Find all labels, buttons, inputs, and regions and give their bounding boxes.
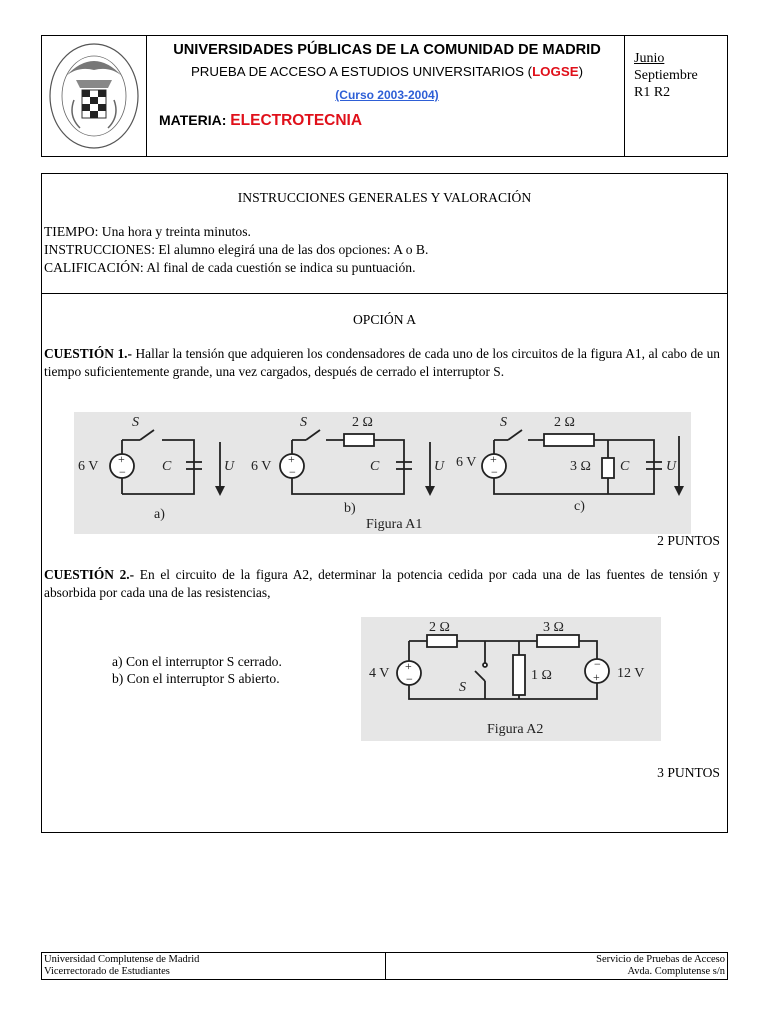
a1-cap-c: C <box>620 459 630 474</box>
a2-r2: 2 Ω <box>429 620 450 635</box>
university-name: UNIVERSIDADES PÚBLICAS DE LA COMUNIDAD DE MADRID <box>173 42 601 58</box>
exam-suffix: ) <box>578 64 584 79</box>
a2-v4: 4 V <box>369 666 390 681</box>
university-seal <box>46 40 142 152</box>
question-2-item-b: b) Con el interruptor S abierto. <box>112 671 280 686</box>
a1-source-a: 6 V <box>78 459 99 474</box>
exam-highlight: LOGSE <box>532 64 579 79</box>
a1-volt-c: U <box>666 459 677 474</box>
footer-university: Universidad Complutense de Madrid <box>44 954 200 965</box>
course-year: (Curso 2003-2004) <box>335 88 439 102</box>
a2-r1: 1 Ω <box>531 668 552 683</box>
question-1 <box>44 345 720 381</box>
footer-divider <box>385 953 386 979</box>
a2-switch: S <box>459 680 466 695</box>
session-june: Junio <box>634 51 665 66</box>
a1-caption: Figura A1 <box>366 517 423 532</box>
svg-text:+: + <box>288 452 295 466</box>
a1-r2-c: 2 Ω <box>554 415 575 430</box>
footer-left <box>44 954 199 978</box>
a1-switch-a: S <box>132 415 139 430</box>
question-1-points: 2 PUNTOS <box>657 533 720 548</box>
subject-label: MATERIA: <box>159 112 227 128</box>
question-2-text: En el circuito de la figura A2, determinar la potencia cedida por cada una de las fuentes de tensión y absorbida por cada una de las resistencias, <box>44 567 720 600</box>
question-2-items <box>112 653 282 687</box>
a1-source-c: 6 V <box>456 455 477 470</box>
svg-text:−: − <box>119 465 126 479</box>
footer-right <box>596 954 725 978</box>
footer-box <box>41 952 728 980</box>
svg-text:−: − <box>289 465 296 479</box>
subject <box>159 112 362 130</box>
question-2-points: 3 PUNTOS <box>657 765 720 780</box>
instruction-time: TIEMPO: Una hora y treinta minutos. <box>44 224 251 239</box>
session-list <box>634 50 698 101</box>
a1-volt-b: U <box>434 459 445 474</box>
instructions-lines <box>44 223 428 277</box>
option-a-title: OPCIÓN A <box>352 312 417 327</box>
session-r1r2: R1 R2 <box>634 85 671 100</box>
instructions-divider <box>42 293 727 294</box>
instruction-grading: CALIFICACIÓN: Al final de cada cuestión se indica su puntuación. <box>44 260 416 275</box>
svg-text:+: + <box>405 659 412 673</box>
a2-v12: 12 V <box>617 666 645 681</box>
a2-r3: 3 Ω <box>543 620 564 635</box>
question-2-label: CUESTIÓN 2.- <box>44 567 135 582</box>
subject-value: ELECTROTECNIA <box>230 112 363 129</box>
svg-text:−: − <box>406 672 413 686</box>
svg-text:−: − <box>594 657 601 671</box>
a1-switch-b: S <box>300 415 307 430</box>
header-divider-right <box>624 36 625 156</box>
instruction-choice: INSTRUCCIONES: El alumno elegirá una de las dos opciones: A o B. <box>44 242 429 257</box>
svg-text:−: − <box>491 465 498 479</box>
question-1-text: Hallar la tensión que adquieren los condensadores de cada uno de los circuitos de la figura A1, al cabo de un tiempo suficientemente grande, una vez cargados, después de cerrado el interruptor S. <box>44 346 720 379</box>
footer-service: Servicio de Pruebas de Acceso <box>596 954 725 965</box>
svg-text:+: + <box>490 452 497 466</box>
header-box <box>41 35 728 157</box>
svg-text:+: + <box>118 452 125 466</box>
session-september: Septiembre <box>634 68 698 83</box>
a1-volt-a: U <box>224 459 235 474</box>
exam-prefix: PRUEBA DE ACCESO A ESTUDIOS UNIVERSITARIOS ( <box>190 64 533 79</box>
question-2-item-a: a) Con el interruptor S cerrado. <box>112 654 282 669</box>
a1-sub-b: b) <box>344 501 356 516</box>
question-2 <box>44 566 720 602</box>
a1-source-b: 6 V <box>251 459 272 474</box>
figure-a2 <box>361 617 661 741</box>
a1-r3-c: 3 Ω <box>570 459 591 474</box>
figure-a1 <box>74 412 691 534</box>
header-divider-left <box>146 36 147 156</box>
footer-vicerrectorado: Vicerrectorado de Estudiantes <box>44 966 170 977</box>
a1-r2-b: 2 Ω <box>352 415 373 430</box>
exam-name <box>152 64 622 79</box>
a1-sub-a: a) <box>154 507 165 522</box>
footer-address: Avda. Complutense s/n <box>627 966 725 977</box>
a2-caption: Figura A2 <box>487 722 544 737</box>
a1-switch-c: S <box>500 415 507 430</box>
instructions-title: INSTRUCCIONES GENERALES Y VALORACIÓN <box>237 190 532 205</box>
a1-cap-b: C <box>370 459 380 474</box>
a1-cap-a: C <box>162 459 172 474</box>
question-1-label: CUESTIÓN 1.- <box>44 346 132 361</box>
svg-text:+: + <box>593 670 600 684</box>
a1-sub-c: c) <box>574 499 585 514</box>
